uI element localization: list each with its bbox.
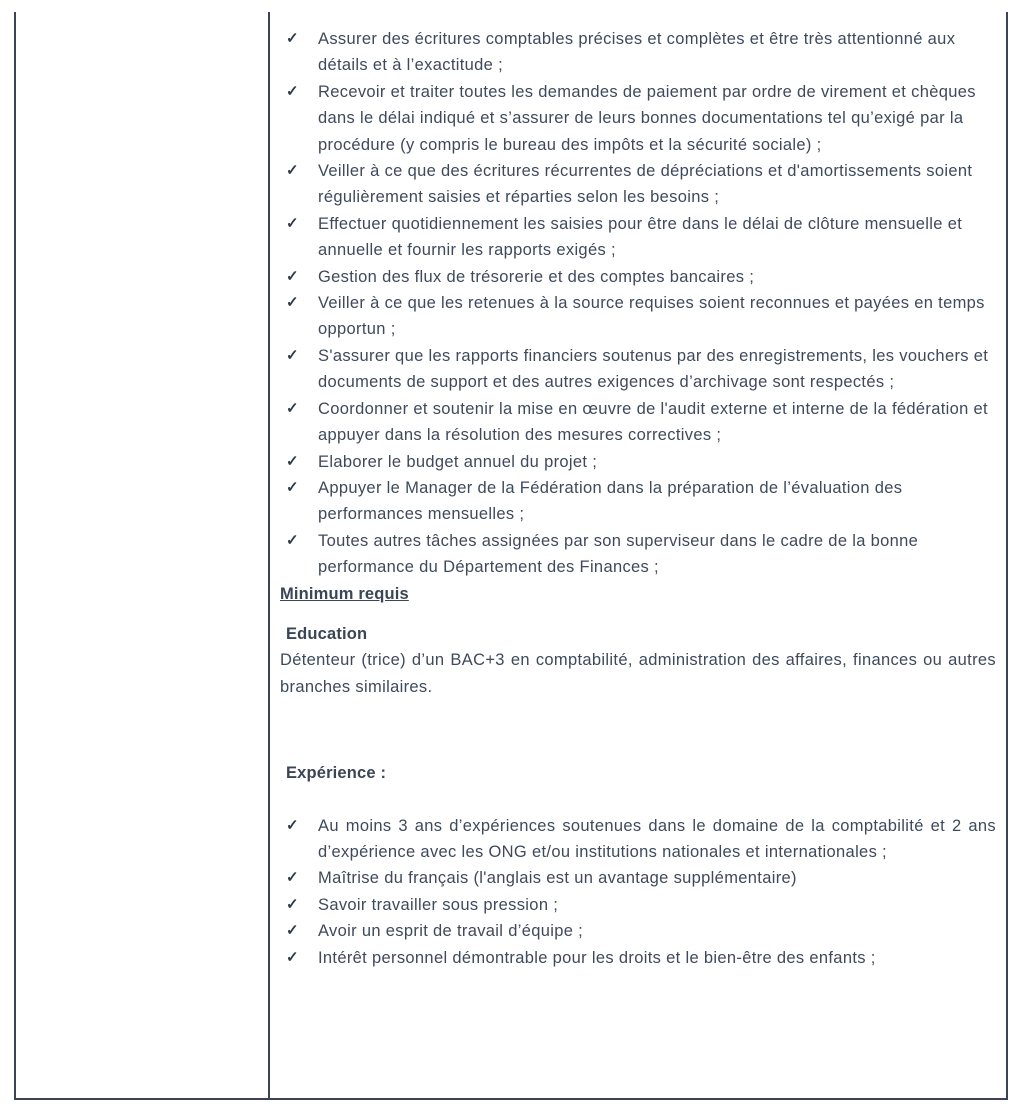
- list-item-text: Coordonner et soutenir la mise en œuvre de l'audit externe et interne de la fédération et appuyer dans la résolution des mesures correctives ;: [318, 399, 988, 445]
- list-item-text: S'assurer que les rapports financiers soutenus par des enregistrements, les vouchers et documents de support et des autres exigences d’archivage sont respectés ;: [318, 346, 989, 392]
- spacer: [280, 700, 996, 760]
- list-item: [280, 892, 996, 918]
- education-heading: Education: [286, 624, 368, 643]
- education-text: Détenteur (trice) d’un BAC+3 en comptabilité, administration des affaires, finances ou autres branches similaires.: [280, 651, 996, 696]
- responsibilities-list: [280, 26, 996, 581]
- check-icon: ✓: [286, 452, 299, 470]
- table-right-column: [270, 12, 1006, 1098]
- list-item: [280, 290, 996, 343]
- list-item-text: Savoir travailler sous pression ;: [318, 895, 559, 914]
- list-item: [280, 945, 996, 971]
- check-icon: ✓: [286, 399, 299, 417]
- table-left-column: [16, 12, 270, 1098]
- list-item-text: Gestion des flux de trésorerie et des comptes bancaires ;: [318, 267, 755, 286]
- list-item: [280, 396, 996, 449]
- check-icon: ✓: [286, 948, 299, 966]
- list-item: [280, 264, 996, 290]
- list-item-text: Veiller à ce que les retenues à la source requises soient reconnues et payées en temps opportun ;: [318, 294, 985, 339]
- check-icon: ✓: [286, 478, 299, 496]
- list-item: [280, 343, 996, 396]
- list-item: [280, 211, 996, 264]
- check-icon: ✓: [286, 346, 299, 364]
- list-item: [280, 26, 996, 79]
- check-icon: ✓: [286, 267, 299, 285]
- list-item: [280, 813, 996, 866]
- check-icon: ✓: [286, 816, 299, 834]
- experience-list: [280, 813, 996, 971]
- list-item: [280, 865, 996, 891]
- minimum-requirements-heading: Minimum requis: [280, 584, 409, 603]
- list-item-text: Avoir un esprit de travail d’équipe ;: [318, 922, 584, 941]
- list-item: [280, 918, 996, 944]
- list-item: [280, 449, 996, 475]
- check-icon: ✓: [286, 82, 299, 100]
- spacer: [280, 607, 996, 621]
- list-item: [280, 528, 996, 581]
- list-item-text: Elaborer le budget annuel du projet ;: [318, 452, 598, 471]
- check-icon: ✓: [286, 531, 299, 549]
- list-item: [280, 79, 996, 158]
- experience-heading: Expérience :: [286, 764, 387, 783]
- check-icon: ✓: [286, 869, 299, 887]
- spacer: [280, 787, 996, 813]
- check-icon: ✓: [286, 30, 299, 47]
- check-icon: ✓: [286, 162, 299, 180]
- job-description-table: [14, 12, 1008, 1100]
- list-item: [280, 158, 996, 211]
- list-item-text: Veiller à ce que des écritures récurrentes de dépréciations et d'amortissements soient régulièrement saisies et réparties selon les besoins ;: [318, 162, 973, 207]
- list-item: [280, 475, 996, 528]
- list-item-text: Intérêt personnel démontrable pour les droits et le bien-être des enfants ;: [318, 948, 876, 967]
- list-item-text: Au moins 3 ans d’expériences soutenues dans le domaine de la comptabilité et 2 ans d’expérience avec les ONG et/ou institutions nationales et internationales ;: [318, 816, 996, 861]
- list-item-text: Maîtrise du français (l'anglais est un avantage supplémentaire): [318, 869, 797, 888]
- check-icon: ✓: [286, 922, 299, 940]
- list-item-text: Assurer des écritures comptables précises et complètes et être très attentionné aux détails et à l’exactitude ;: [318, 30, 956, 75]
- list-item-text: Effectuer quotidiennement les saisies pour être dans le délai de clôture mensuelle et annuelle et fournir les rapports exigés ;: [318, 214, 963, 260]
- check-icon: ✓: [286, 214, 299, 232]
- list-item-text: Recevoir et traiter toutes les demandes de paiement par ordre de virement et chèques dans le délai indiqué et s’assurer de leurs bonnes documentations tel qu’exigé par la procédure (y compris le bureau des impôts et la sécurité sociale) ;: [318, 82, 976, 154]
- check-icon: ✓: [286, 294, 299, 312]
- list-item-text: Toutes autres tâches assignées par son superviseur dans le cadre de la bonne performance du Département des Finances ;: [318, 531, 919, 577]
- list-item-text: Appuyer le Manager de la Fédération dans la préparation de l’évaluation des performances mensuelles ;: [318, 478, 903, 524]
- check-icon: ✓: [286, 895, 299, 913]
